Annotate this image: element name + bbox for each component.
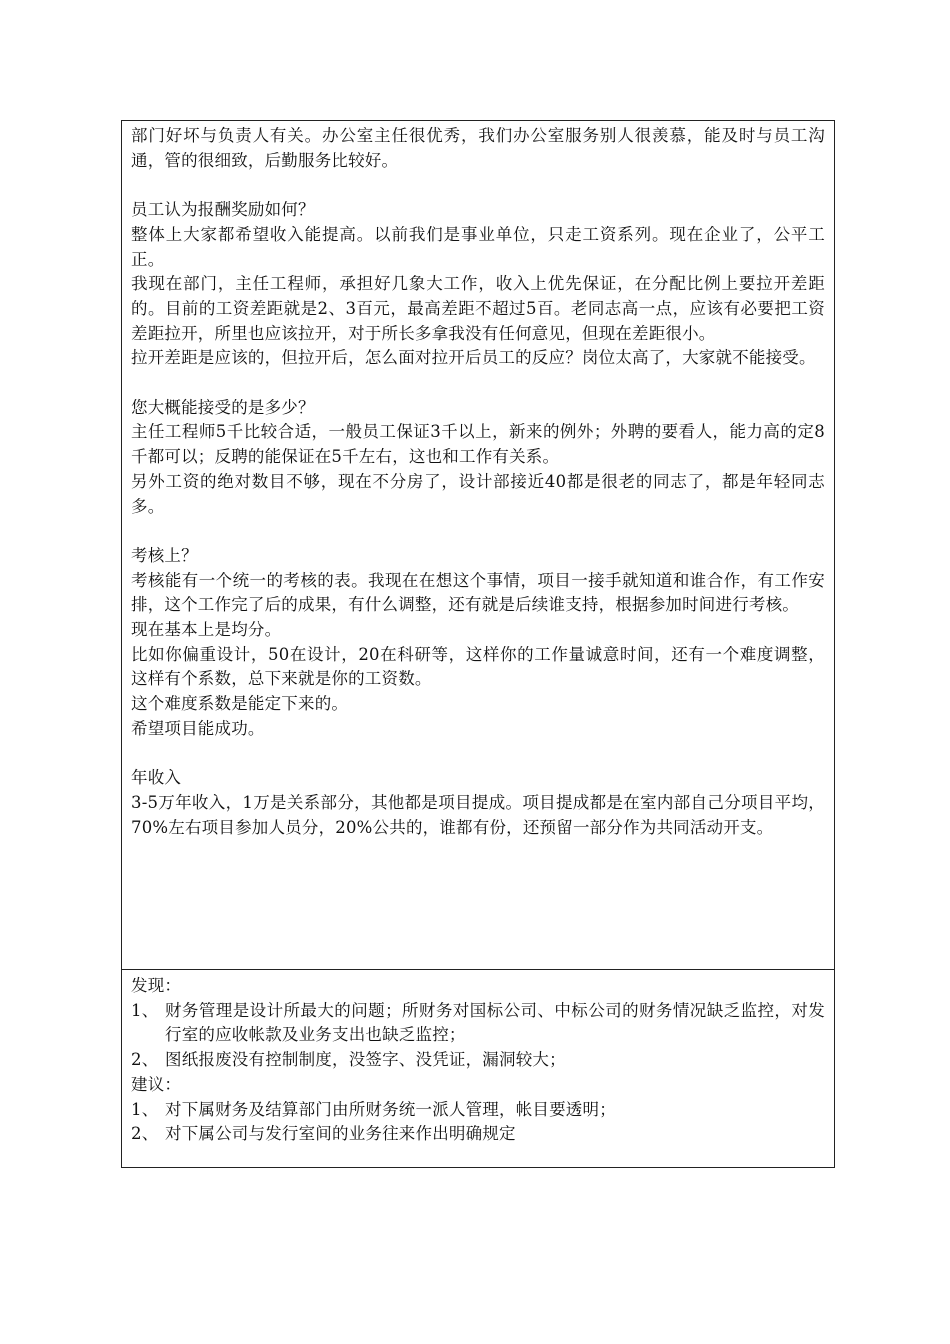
findings-suggestions-cell [131,974,825,1147]
question-reward: 员工认为报酬奖励如何？ [131,200,315,220]
paragraph: 主任工程师5千比较合适，一般员工保证3千以上，新来的例外；外聘的要看人，能力高的定8千都可以；反聘的能保证在5千左右，这也和工作有关系。 [131,422,825,467]
item-text: 对下属公司与发行室间的业务往来作出明确规定 [165,1124,516,1144]
paragraph: 现在基本上是均分。 [131,620,282,640]
paragraph: 拉开差距是应该的，但拉开后，怎么面对拉开后员工的反应？岗位太高了，大家就不能接受。 [131,348,816,368]
blank-line [131,371,825,396]
paragraph: 3-5万年收入，1万是关系部分，其他都是项目提成。项目提成都是在室内部自己分项目平均，70%左右项目参加人员分，20%公共的，谁都有份，还预留一部分作为共同活动开支。 [131,792,825,837]
item-text: 财务管理是设计所最大的问题；所财务对国标公司、中标公司的财务情况缺乏监控，对发行室的应收帐款及业务支出也缺乏监控； [165,1000,825,1045]
findings-heading: 发现： [131,976,182,995]
paragraph: 这个难度系数是能定下来的。 [131,694,349,714]
paragraph: 部门好坏与负责人有关。办公室主任很优秀，我们办公室服务别人很羡慕，能及时与员工沟通，管的很细致，后勤服务比较好。 [131,126,825,170]
paragraph: 比如你偏重设计，50在设计，20在科研等，这样你的工作量诚意时间，还有一个难度调整，这样有个系数，总下来就是你的工资数。 [131,644,825,689]
blank-line [131,173,825,198]
paragraph: 另外工资的绝对数目不够，现在不分房了，设计部接近40都是很老的同志了，都是年轻同志多。 [131,471,825,516]
list-item [131,1122,825,1147]
question-accept: 您大概能接受的是多少？ [131,397,315,417]
blank-line [131,519,825,544]
row-divider [122,969,834,970]
list-item [131,1048,825,1073]
question-assess: 考核上？ [131,545,198,565]
suggestions-heading: 建议： [131,1074,182,1094]
list-item [131,999,825,1048]
item-number: 2、 [131,1124,159,1144]
item-number: 2、 [131,1050,159,1070]
paragraph: 整体上大家都希望收入能提高。以前我们是事业单位，只走工资系列。现在企业了，公平工正。 [131,224,825,269]
item-number: 1、 [131,1099,159,1119]
list-item [131,1098,825,1123]
question-income: 年收入 [131,768,182,788]
item-text: 图纸报废没有控制制度，没签字、没凭证，漏洞较大； [165,1050,566,1070]
item-number: 1、 [131,1000,159,1020]
paragraph: 我现在部门，主任工程师，承担好几象大工作，收入上优先保证，在分配比例上要拉开差距的。目前的工资差距就是2、3百元，最高差距不超过5百。老同志高一点，应该有必要把工资差距拉开，所里也应该拉开，对于所长多拿我没有任何意见，但现在差距很小。 [131,274,825,343]
paragraph: 考核能有一个统一的考核的表。我现在在想这个事情，项目一接手就知道和谁合作，有工作安排，这个工作完了后的成果，有什么调整，还有就是后续谁支持，根据参加时间进行考核。 [131,570,825,615]
paragraph: 希望项目能成功。 [131,718,265,738]
document-table [121,120,835,1168]
item-text: 对下属财务及结算部门由所财务统一派人管理，帐目要透明； [165,1099,616,1119]
blank-line [131,742,825,767]
interview-notes-cell [131,124,825,840]
